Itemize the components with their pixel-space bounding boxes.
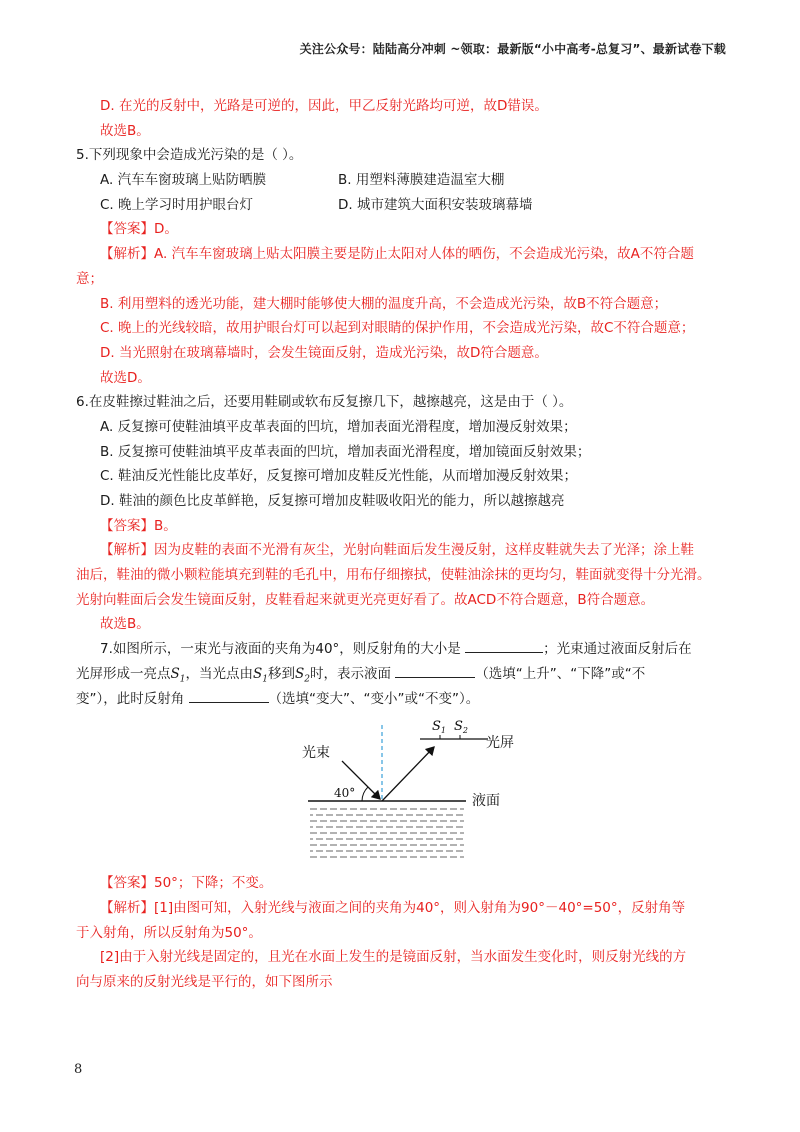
q5-answer-value: D。 xyxy=(154,221,178,238)
q7-explanation-2: [2]由于入射光线是固定的，且光在水面上发生的是镜面反射，当水面发生变化时，则反射光线的方 xyxy=(100,949,687,966)
q5-options-row2 xyxy=(100,193,728,218)
q5-options-row1 xyxy=(100,168,728,193)
q7-stem-text-3b: （选填“变大”、“变小”或“不变”）。 xyxy=(268,690,480,707)
q6-option-b: B. 反复擦可使鞋油填平皮革表面的凹坑，增加表面光滑程度，增加镜面反射效果； xyxy=(100,443,591,460)
liquid-hatch xyxy=(310,809,464,857)
q7-stem-text-2d: 时，表示液面 xyxy=(309,665,391,682)
q7-answer-tag: 【答案】 xyxy=(100,875,154,892)
q7-explanation-1 xyxy=(100,896,728,921)
q7-stem-text-1a: 7.如图所示，一束光与液面的夹角为40°，则反射角的大小是 xyxy=(100,641,461,658)
q6-answer-tag: 【答案】 xyxy=(100,517,154,534)
q7-blank-1 xyxy=(465,638,543,653)
q6-explanation-1 xyxy=(100,538,728,563)
q6-explanation-2: 油后，鞋油的微小颗粒能填充到鞋的毛孔中，用布仔细擦拭，使鞋油涂抹的更均匀，鞋面就变得十分光滑。 xyxy=(76,567,711,584)
q7-stem-text-2a: 光屏形成一亮点 xyxy=(76,665,171,682)
q6-answer-value: B。 xyxy=(154,517,177,534)
q7-stem-text-2e: （选填“上升”、“下降”或“不 xyxy=(475,665,646,682)
beam-label: 光束 xyxy=(302,745,330,762)
s1-label: $S_1$ xyxy=(432,719,446,736)
prev-option-d: D. 在光的反射中，光路是可逆的，因此，甲乙反射光路均可逆，故D错误。 xyxy=(100,98,548,114)
q5-answer-tag: 【答案】 xyxy=(100,221,154,238)
page-content xyxy=(76,94,728,995)
q7-stem-text-3a: 变”），此时反射角 xyxy=(76,690,185,707)
q5-option-a: A. 汽车车窗玻璃上贴防晒膜 xyxy=(100,172,267,189)
q6-option-a: A. 反复擦可使鞋油填平皮革表面的凹坑，增加表面光滑程度，增加漫反射效果； xyxy=(100,418,577,435)
q5-option-b: B. 用塑料薄膜建造温室大棚 xyxy=(338,172,505,189)
q7-blank-3 xyxy=(189,688,269,703)
q7-s2-label: $S_2$ xyxy=(294,665,310,685)
q7-explanation-1b: 于入射角，所以反射角为50°。 xyxy=(76,924,262,941)
s2-label: $S_2$ xyxy=(454,719,468,736)
reflection-diagram xyxy=(288,717,518,867)
q5-option-c: C. 晚上学习时用护眼台灯 xyxy=(100,196,254,213)
liquid-label: 液面 xyxy=(472,793,500,810)
q7-s1-label-2: $S_1$ xyxy=(252,665,268,685)
q7-stem-line3 xyxy=(76,687,728,712)
q7-diagram xyxy=(100,717,728,867)
q7-stem-line2 xyxy=(76,662,728,687)
q6-explanation-tag: 【解析】 xyxy=(100,542,154,559)
q5-stem: 5.下列现象中会造成光污染的是（ ）。 xyxy=(76,147,303,164)
q5-explanation-text-1: A. 汽车车窗玻璃上贴太阳膜主要是防止太阳对人体的晒伤，不会造成光污染，故A不符合题 xyxy=(154,246,694,263)
page-header: 关注公众号：陆陆高分冲刺 ~领取：最新版“小中高考-总复习”、最新试卷下载 xyxy=(299,42,726,56)
q5-explanation-3: C. 晚上的光线较暗，故用护眼台灯可以起到对眼睛的保护作用，不会造成光污染，故C不符合题意； xyxy=(100,320,695,337)
q7-explanation-tag: 【解析】 xyxy=(100,899,154,916)
q5-explanation-1 xyxy=(100,242,728,267)
q6-select: 故选B。 xyxy=(100,616,150,633)
q7-blank-2 xyxy=(395,663,475,678)
q5-option-d: D. 城市建筑大面积安装玻璃幕墙 xyxy=(338,196,533,213)
q7-answer-value: 50°；下降；不变。 xyxy=(154,875,273,892)
q6-explanation-text-1: 因为皮鞋的表面不光滑有灰尘，光射向鞋面后发生漫反射，这样皮鞋就失去了光泽；涂上鞋 xyxy=(154,542,694,559)
page-number: 8 xyxy=(74,1062,83,1077)
q7-explanation-3: 向与原来的反射光线是平行的，如下图所示 xyxy=(76,973,333,990)
q7-stem-line1 xyxy=(100,637,728,662)
q7-s1-label: $S_1$ xyxy=(170,665,186,685)
q5-explanation-4: D. 当光照射在玻璃幕墙时，会发生镜面反射，造成光污染，故D符合题意。 xyxy=(100,344,548,361)
q6-stem: 6.在皮鞋擦过鞋油之后，还要用鞋刷或软布反复擦几下，越擦越亮，这是由于（ ）。 xyxy=(76,394,573,411)
q5-explanation-tag: 【解析】 xyxy=(100,246,154,263)
q5-explanation-2: B. 利用塑料的透光功能，建大棚时能够使大棚的温度升高，不会造成光污染，故B不符合题意； xyxy=(100,295,668,312)
q7-answer xyxy=(100,871,728,896)
q6-explanation-3: 光射向鞋面后会发生镜面反射，皮鞋看起来就更光亮更好看了。故ACD不符合题意，B符合题意。 xyxy=(76,591,655,608)
q5-explanation-1b: 意； xyxy=(76,270,103,287)
q7-stem-text-2b: ，当光点由 xyxy=(185,665,253,682)
q7-explanation-text-1: [1]由图可知，入射光线与液面之间的夹角为40°，则入射角为90°－40°=50°，反射角等 xyxy=(154,899,686,916)
reflected-ray xyxy=(382,747,434,801)
q6-option-c: C. 鞋油反光性能比皮革好，反复擦可增加皮鞋反光性能，从而增加漫反射效果； xyxy=(100,468,578,485)
prev-answer-select: 故选B。 xyxy=(100,122,150,139)
screen-label: 光屏 xyxy=(486,735,514,752)
angle-label: 40° xyxy=(334,786,356,801)
q6-option-d: D. 鞋油的颜色比皮革鲜艳，反复擦可增加皮鞋吸收阳光的能力，所以越擦越亮 xyxy=(100,493,565,509)
q7-stem-text-1b: ；光束通过液面反射后在 xyxy=(543,641,692,658)
q5-select: 故选D。 xyxy=(100,369,151,386)
q7-stem-text-2c: 移到 xyxy=(267,665,295,682)
angle-arc xyxy=(362,787,368,801)
q5-answer xyxy=(100,217,728,242)
q6-answer xyxy=(100,514,728,539)
